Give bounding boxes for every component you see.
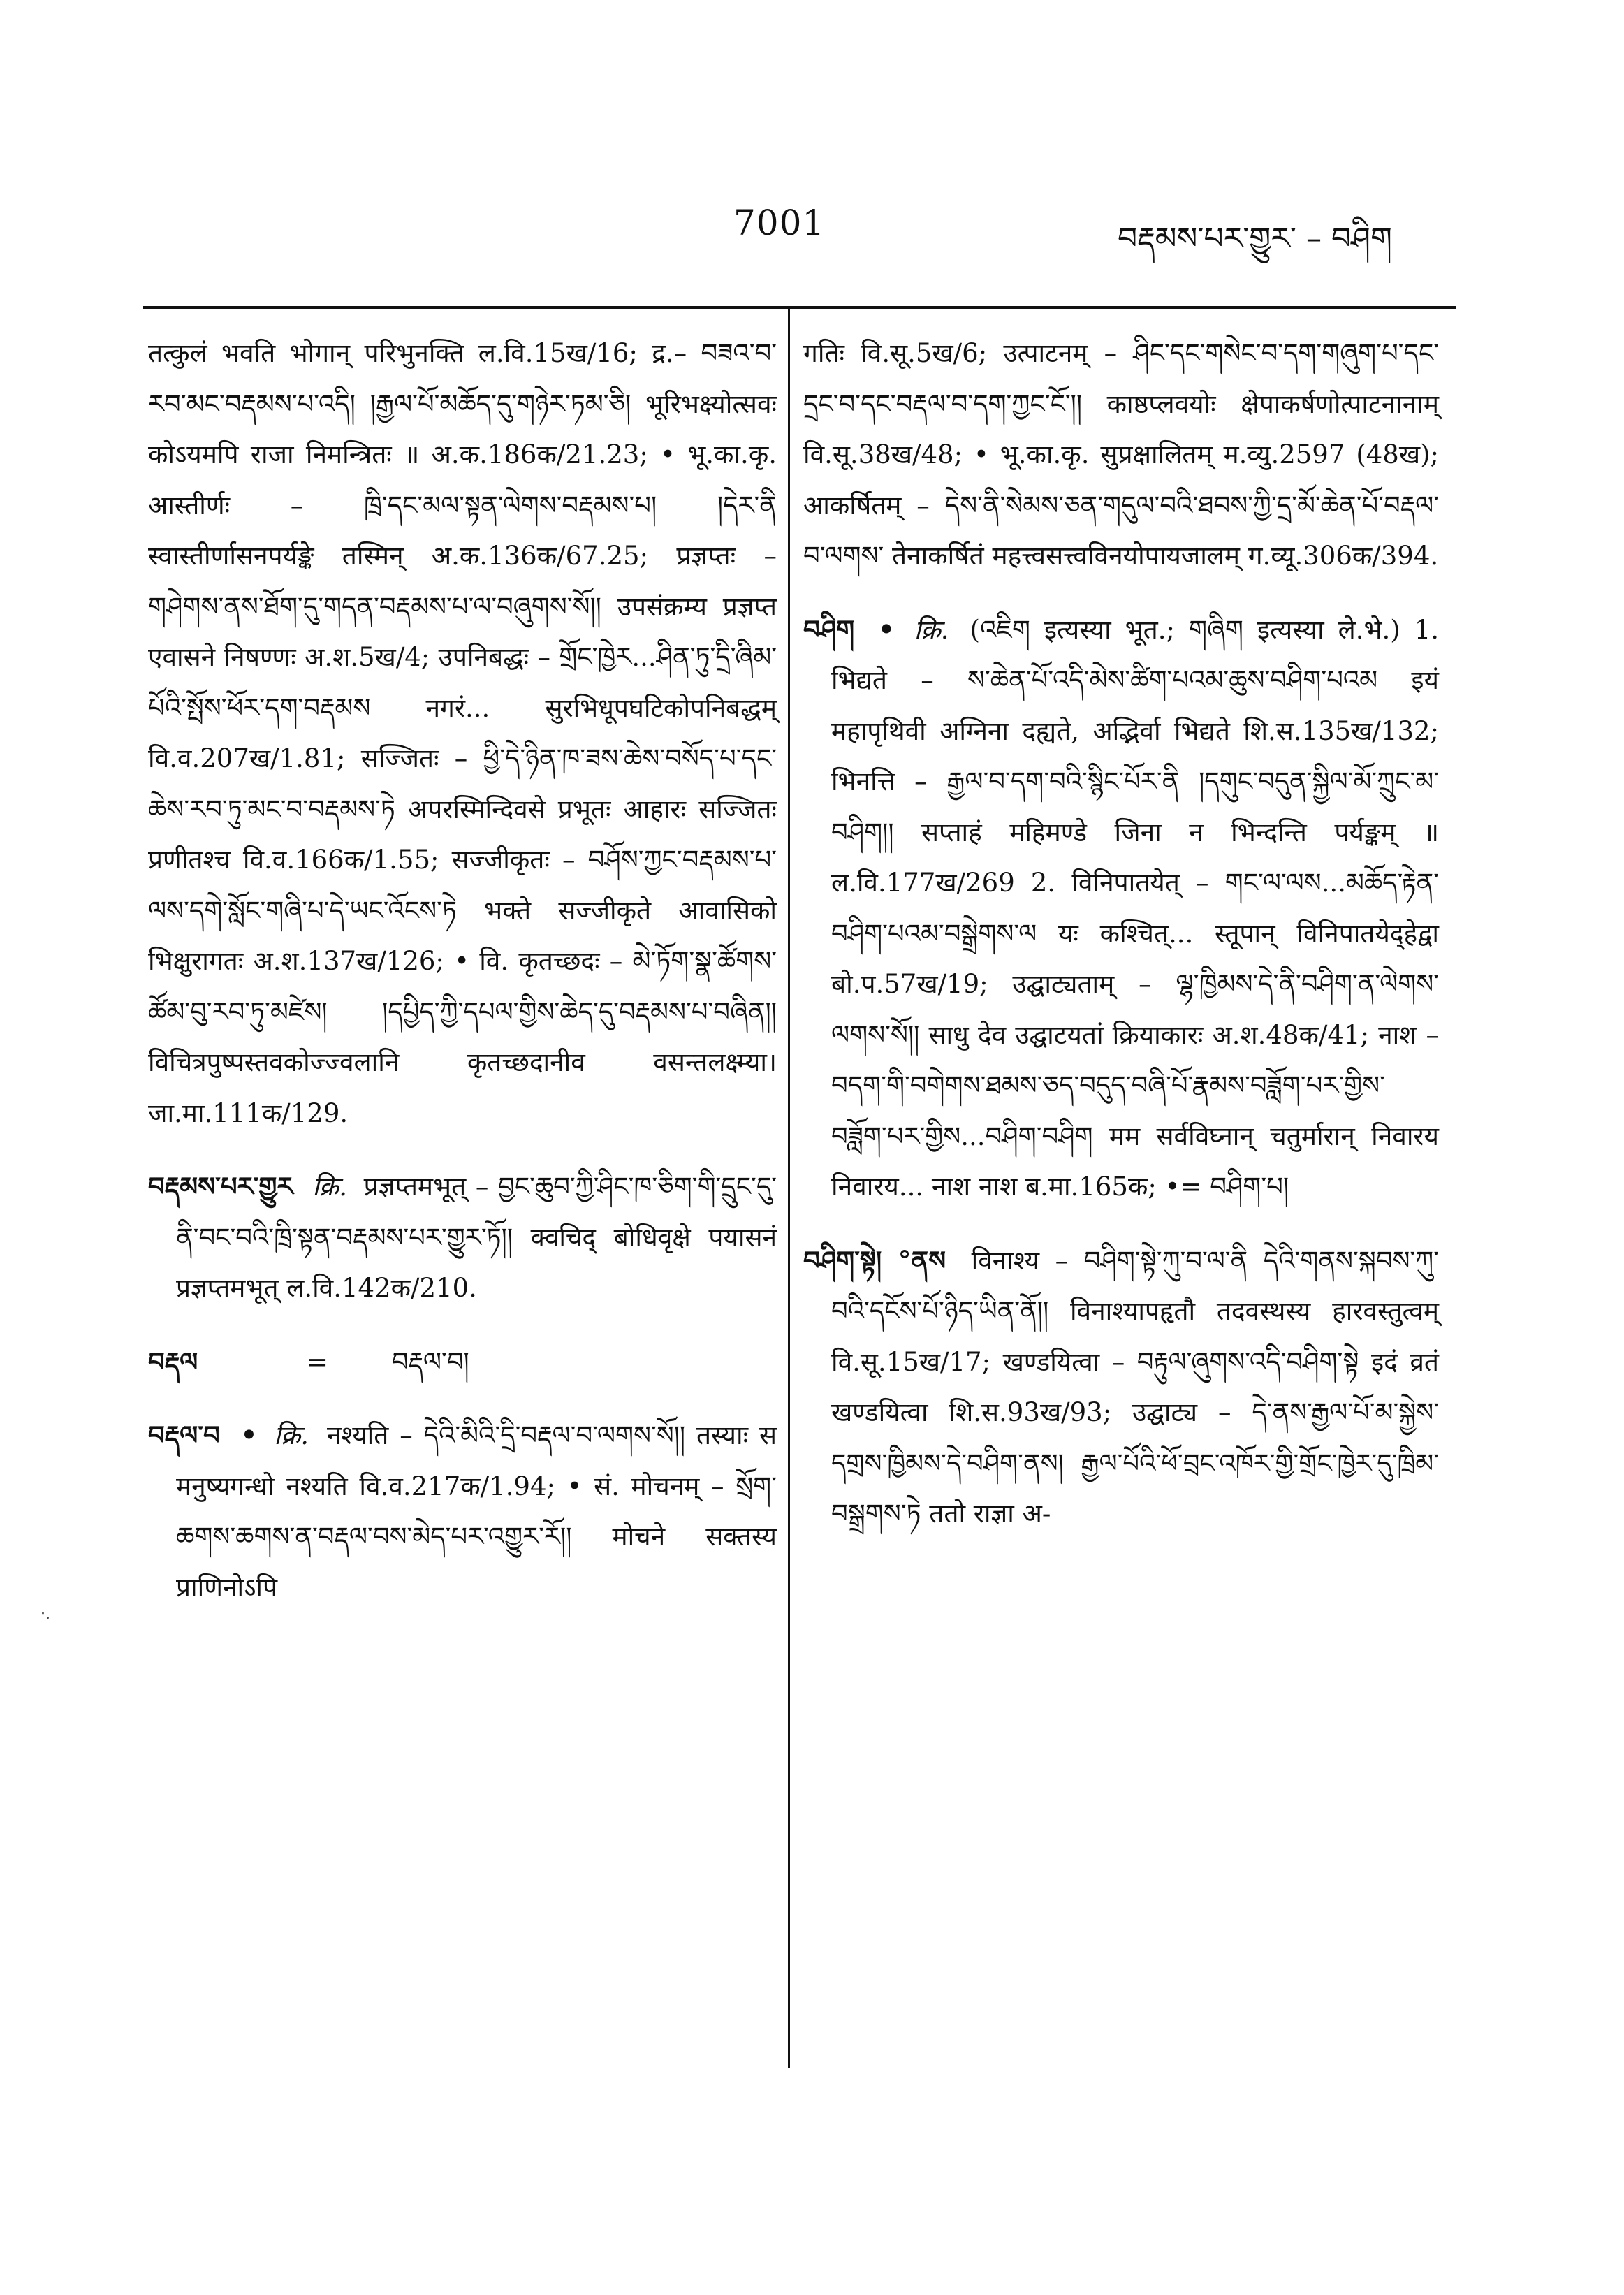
bullet: • bbox=[240, 1420, 258, 1450]
grammar-label: क्रि. bbox=[312, 1172, 347, 1202]
entry-body: प्रज्ञप्तमभूत् – བྱང་ཆུབ་ཀྱི་ཤིང་ཁ་ཅིག་གི་དྲུང་དུ་ནི་བང་བའི་ཁྲི་སྟན་བརྡམས་པར་གྱུར་ཏོ།། क्वचिद् बोधिवृक्षे पयासनं प्रज्ञप्तमभूत् ल.वि.142क/210. bbox=[176, 1172, 777, 1303]
headword: བཤིག་སྟེ། °ནས bbox=[803, 1244, 946, 1276]
left-column bbox=[148, 328, 777, 1613]
dictionary-entry bbox=[803, 1235, 1439, 1540]
dictionary-entry bbox=[803, 604, 1439, 1213]
continuation-text: गतिः वि.सू.5ख/6; उत्पाटनम् – ཤིང་དང་གསེང་བ་དག་གཞུག་པ་དང་དྲང་བ་དང་བརྡལ་བ་དག་ཀྱང་ངོ་།། काष्ठप्लवयोः क्षेपाकर्षणोत्पाटनानाम् वि.सू.38ख/48; • भू.का.कृ. सुप्रक्षालितम् म.व्यु.2597 (48ख); आकर्षितम् – དེས་ནི་སེམས་ཅན་གདུལ་བའི་ཐབས་ཀྱི་དྲ་མོ་ཆེན་པོ་བརྡལ་བ་ལགས་ तेनाकर्षितं महत्त्वसत्त्वविनयोपायजालम् ग.व्यू.306क/394. bbox=[803, 338, 1439, 571]
header-rule bbox=[143, 306, 1456, 309]
entry-body: བརྡལ་བ། bbox=[391, 1346, 469, 1377]
entry-body: (འཇིག इत्यस्या भूत.; གཞིག इत्यस्या ले.भे.) 1. भिद्यते – ས་ཆེན་པོ་འདི་མེས་ཚིག་པའམ་ཆུས་བཤིག་པའམ इयं महापृथिवी अग्निना दह्यते, अद्भिर्वा भिद्यते शि.स.135ख/132; भिनत्ति – རྒྱལ་བ་དག་བའི་སྙིང་པོར་ནི །དགུང་བདུན་སྐྱིལ་མོ་ཀྲུང་མ་བཤིག།། सप्ताहं महिमण्डे जिना न भिन्दन्ति पर्यङ्कम् ॥ ल.वि.177ख/269 2. विनिपातयेत् – གང་ལ་ལས...མཆོད་རྟེན་བཤིག་པའམ་བསྒྲེགས་ལ यः कश्चित्... स्तूपान् विनिपातयेद्हेद्वा बो.प.57ख/19; उद्घाट्यताम् – ལྷ་ཁྱིམས་དེ་ནི་བཤིག་ན་ལེགས་ལགས་སོ།། साधु देव उद्घाटयतां क्रियाकारः अ.श.48क/41; नाश – བདག་གི་བགེགས་ཐམས་ཅད་བདུད་བཞི་པོ་རྣམས་བཟློག་པར་གྱིས་བཟློག་པར་གྱིས...བཤིག་བཤིག मम सर्वविघ्नान् चतुर्मारान् निवारय निवारय... नाश नाश ब.मा.165क; •= བཤིག་པ། bbox=[831, 614, 1440, 1202]
stray-mark: ·. bbox=[41, 1605, 50, 1623]
continuation-text: तत्कुलं भवति भोगान् परिभुनक्ति ल.वि.15ख/16; द्र.– བཟའ་བ་རབ་མང་བརྡམས་པ་འདི། །རྒྱལ་པོ་མཆོད་དུ་གཉེར་ཏམ་ཅི། भूरिभक्ष्योत्सवः कोऽयमपि राजा निमन्त्रितः ॥ अ.क.186क/21.23; • भू.का.कृ. आस्तीर्णः – ཁྲི་དང་མལ་སྟན་ལེགས་བརྡམས་པ། །དེར་ནི स्वास्तीर्णासनपर्यङ्के तस्मिन् अ.क.136क/67.25; प्रज्ञप्तः – གཤེགས་ནས་ཐོག་དུ་གདན་བརྡམས་པ་ལ་བཞུགས་སོ།། उपसंक्रम्य प्रज्ञप्त एवासने निषण्णः अ.श.5ख/4; उपनिबद्धः – གྲོང་ཁྱེར...ཤིན་ཏུ་དྲི་ཞིམ་པོའི་སྤོས་ཕོར་དག་བརྡམས नगरं... सुरभिधूपघटिकोपनिबद्धम् वि.व.207ख/1.81; सज्जितः – ཕྱི་དེ་ཉིན་ཁ་ཟས་ཆེས་བསོད་པ་དང་ཆེས་རབ་ཏུ་མང་བ་བརྡམས་ཏེ अपरस्मिन्दिवसे प्रभूतः आहारः सज्जितः प्रणीतश्च वि.व.166क/1.55; सज्जीकृतः – བཤོས་ཀྱང་བརྡམས་པ་ལས་དགེ་སློང་གཞི་པ་དེ་ཡང་འོངས་ཏེ भक्ते सज्जीकृते आवासिको भिक्षुरागतः अ.श.137ख/126; • वि. कृतच्छदः – མེ་ཏོག་སྣ་ཚོགས་ཚོམ་བུ་རབ་ཏུ་མཛེས། །དཔྱིད་ཀྱི་དཔལ་གྱིས་ཆེད་དུ་བརྡམས་པ་བཞིན།། विचित्रपुष्पस्तवकोज्ज्वलानि कृतच्छदानीव वसन्तलक्ष्म्या। जा.मा.111क/129. bbox=[148, 338, 777, 1128]
running-head: བརྡམས་པར་གྱུར་ – བཤིག bbox=[1118, 221, 1392, 256]
headword: བཤིག bbox=[803, 613, 855, 645]
right-column bbox=[803, 328, 1439, 1540]
bullet: • bbox=[878, 613, 895, 645]
grammar-label: क्रि. bbox=[914, 614, 949, 645]
headword: བརྡམས་པར་གྱུར bbox=[148, 1171, 293, 1202]
headword: བརྡལ bbox=[148, 1346, 198, 1377]
grammar-label: क्रि. bbox=[274, 1420, 309, 1450]
dictionary-entry: བརྡལ = བརྡལ་བ། bbox=[148, 1346, 469, 1377]
entry-body: नश्यति – དེའི་མིའི་དྲི་བརྡལ་བ་ལགས་སོ།། तस्याः स मनुष्यगन्धो नश्यति वि.व.217क/1.94; • सं. मोचनम् – སྲོག་ཆགས་ཆགས་ན་བརྡལ་བས་མེད་པར་འགྱུར་རོ།། मोचने सक्तस्य प्राणिनोऽपि bbox=[176, 1420, 777, 1603]
dictionary-entry bbox=[148, 1410, 777, 1613]
headword: བརྡལ་བ bbox=[148, 1420, 220, 1450]
entry-body: विनाश्य – བཤིག་སྟེ་ཀུ་བ་ལ་ནི དེའི་གནས་སྐབས་ཀུ་བའི་དངོས་པོ་ཉིད་ཡིན་ནོ།། विनाश्यापहृतौ तदवस्थस्य हारवस्तुत्वम् वि.सू.15ख/17; खण्डयित्वा – བརྟུལ་ཞུགས་འདི་བཤིག་སྟེ इदं व्रतं खण्डयित्वा शि.स.93ख/93; उद्घाट्य – དེ་ནས་རྒྱལ་པོ་མ་སྐྱེས་དགྲས་ཁྱིམས་དེ་བཤིག་ནས། རྒྱལ་པོའི་ཕོ་བྲང་འཁོར་གྱི་གྲོང་ཁྱེར་དུ་ཁྲིམ་བསྒྲགས་ཏེ ततो राज्ञा अ- bbox=[831, 1245, 1440, 1529]
column-rule bbox=[788, 307, 790, 2068]
page-number: 7001 bbox=[733, 203, 826, 243]
dictionary-entry bbox=[148, 1161, 777, 1314]
